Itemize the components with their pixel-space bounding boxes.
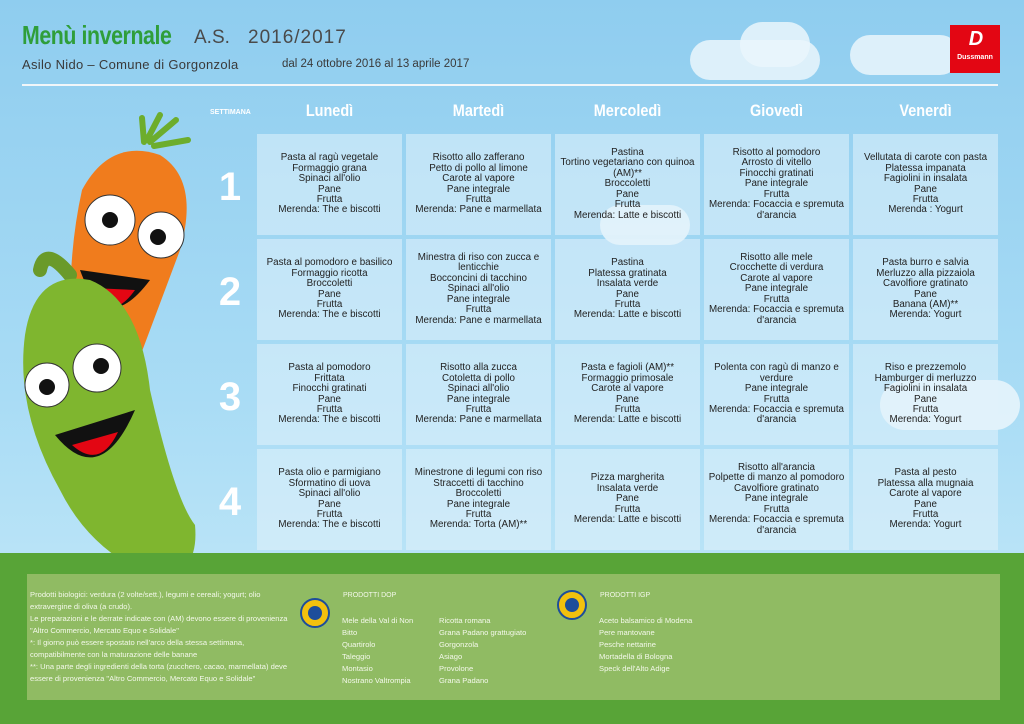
menu-cell bbox=[257, 344, 402, 445]
week-number: 3 bbox=[218, 375, 242, 419]
menu-item: Pane bbox=[914, 393, 937, 405]
menu-item: Risotto al pomodoro bbox=[732, 147, 821, 159]
menu-item: Fagiolini in insalata bbox=[883, 383, 968, 395]
footer-note: Prodotti biologici: verdura (2 volte/sett.), legumi e cereali; yogurt; olio extravergine di oliva (a crudo). bbox=[30, 590, 261, 611]
menu-item: Cavolfiore gratinato bbox=[883, 278, 968, 290]
product-item: Speck dell'Alto Adige bbox=[599, 664, 670, 673]
logo-text: Dussmann bbox=[957, 54, 993, 61]
menu-item: Formaggio primosale bbox=[581, 372, 674, 384]
menu-item: Polpette di manzo al pomodoro bbox=[708, 472, 845, 484]
menu-item: Frutta bbox=[465, 304, 492, 316]
menu-item: Pane integrale bbox=[446, 293, 511, 305]
menu-item: Frutta bbox=[614, 403, 641, 415]
menu-item: Polenta con ragù di manzo e verdure bbox=[714, 362, 839, 384]
menu-item: Straccetti di tacchino bbox=[433, 477, 524, 489]
menu-cell bbox=[853, 449, 998, 550]
menu-item: Risotto allo zafferano bbox=[432, 152, 525, 164]
product-item: Montasio bbox=[342, 664, 373, 673]
menu-item: Merenda: The e biscotti bbox=[278, 414, 381, 426]
menu-item: Pasta e fagioli (AM)** bbox=[580, 362, 675, 374]
school-year-label: A.S. bbox=[194, 27, 230, 48]
menu-item: Broccoletti bbox=[306, 278, 353, 290]
menu-item: Pane bbox=[318, 288, 341, 300]
menu-cell bbox=[406, 344, 551, 445]
zucchini-mascot bbox=[23, 259, 195, 576]
footer-note: Le preparazioni e le derrate indicate con (AM) devono essere di provenienza "Altro Commercio, Mercato Equo e Solidale" bbox=[30, 614, 288, 635]
menu-item: Frutta bbox=[912, 508, 939, 520]
menu-item: Carote al vapore bbox=[889, 488, 962, 500]
menu-item: Merenda: Latte e biscotti bbox=[573, 514, 682, 526]
menu-item: Fagiolini in insalata bbox=[883, 173, 968, 185]
menu-item: Petto di pollo al limone bbox=[429, 162, 528, 174]
product-item: Nostrano Valtrompia bbox=[342, 676, 411, 685]
menu-item: Merenda: Yogurt bbox=[889, 519, 962, 531]
menu-cell bbox=[555, 239, 700, 340]
menu-item: Frittata bbox=[314, 372, 345, 384]
dop-seal-icon bbox=[300, 598, 330, 628]
menu-item: Banana (AM)** bbox=[892, 298, 959, 310]
menu-item: Pane bbox=[318, 393, 341, 405]
menu-item: Frutta bbox=[465, 193, 492, 205]
date-range: dal 24 ottobre 2016 al 13 aprile 2017 bbox=[282, 58, 470, 70]
menu-item: Finocchi gratinati bbox=[739, 167, 814, 179]
product-item: Gorgonzola bbox=[439, 640, 479, 649]
menu-item: Cotoletta di pollo bbox=[442, 372, 515, 384]
menu-item: Frutta bbox=[465, 508, 492, 520]
product-item: Bitto bbox=[342, 628, 358, 637]
menu-cell bbox=[406, 449, 551, 550]
menu-cell bbox=[704, 239, 849, 340]
menu-item: Cavolfiore gratinato bbox=[734, 482, 819, 494]
menu-item: Spinaci all'olio bbox=[298, 488, 361, 500]
menu-item: Merenda: Pane e marmellata bbox=[415, 314, 542, 326]
day-header-mercoledi: Mercoledì bbox=[593, 101, 662, 120]
menu-item: Risotto alle mele bbox=[740, 252, 813, 264]
menu-item: Pane bbox=[616, 393, 639, 405]
menu-item: Pasta al pomodoro bbox=[288, 362, 371, 374]
menu-item: Merenda: The e biscotti bbox=[278, 309, 381, 321]
menu-item: Pasta olio e parmigiano bbox=[278, 467, 381, 479]
dussmann-logo bbox=[950, 25, 1000, 73]
menu-item: Frutta bbox=[614, 298, 641, 310]
menu-item: Pane integrale bbox=[744, 178, 809, 190]
menu-item: Spinaci all'olio bbox=[447, 283, 510, 295]
menu-item: Merenda: Focaccia e spremuta d'arancia bbox=[708, 199, 845, 221]
menu-item: Pasta al ragù vegetale bbox=[280, 152, 379, 164]
menu-item: Frutta bbox=[465, 403, 492, 415]
menu-cell bbox=[555, 344, 700, 445]
week-number: 1 bbox=[218, 165, 242, 209]
menu-cell bbox=[406, 239, 551, 340]
dop-list-2 bbox=[439, 615, 554, 687]
menu-item: Merenda: Yogurt bbox=[889, 414, 962, 426]
menu-item: Arrosto di vitello bbox=[741, 157, 812, 169]
menu-item: Pane integrale bbox=[446, 498, 511, 510]
menu-item: Merenda: The e biscotti bbox=[278, 519, 381, 531]
menu-item: Frutta bbox=[316, 298, 343, 310]
day-header-martedi: Martedì bbox=[452, 101, 505, 120]
menu-item: Pizza margherita bbox=[590, 472, 665, 484]
menu-item: Platessa gratinata bbox=[588, 267, 667, 279]
day-header-giovedi: Giovedì bbox=[749, 101, 803, 120]
day-header-lunedi: Lunedì bbox=[305, 101, 354, 120]
menu-item: Merenda: Focaccia e spremuta d'arancia bbox=[708, 403, 845, 426]
menu-item: Frutta bbox=[316, 403, 343, 415]
menu-item: Formaggio ricotta bbox=[291, 267, 368, 279]
igp-seal-icon bbox=[557, 590, 587, 620]
menu-item: Pane bbox=[914, 498, 937, 510]
menu-item: Pasta al pomodoro e basilico bbox=[266, 257, 393, 269]
menu-item: Merenda: Latte e biscotti bbox=[573, 209, 682, 221]
menu-item: Risotto alla zucca bbox=[440, 362, 517, 374]
menu-cell bbox=[555, 449, 700, 550]
week-column-label: SETTIMANA bbox=[210, 109, 251, 116]
menu-item: Pane integrale bbox=[446, 183, 511, 195]
menu-item: Merenda: Pane e marmellata bbox=[415, 204, 542, 216]
product-item: Quartirolo bbox=[342, 640, 376, 649]
menu-item: Sformatino di uova bbox=[288, 477, 371, 489]
product-item: Ricotta romana bbox=[439, 616, 491, 625]
menu-item: Frutta bbox=[912, 403, 939, 415]
menu-item: Pane bbox=[318, 183, 341, 195]
product-item: Pere mantovane bbox=[599, 628, 655, 637]
week-number: 4 bbox=[218, 480, 242, 524]
menu-item: Tortino vegetariano con quinoa (AM)** bbox=[560, 157, 695, 179]
menu-item: Pane bbox=[914, 288, 937, 300]
menu-item: Pane integrale bbox=[744, 283, 809, 295]
menu-cell bbox=[704, 134, 849, 235]
menu-item: Spinaci all'olio bbox=[447, 383, 510, 395]
menu-item: Finocchi gratinati bbox=[292, 383, 367, 395]
menu-cell bbox=[853, 344, 998, 445]
menu-cell bbox=[704, 449, 849, 550]
menu-title: Menù invernale bbox=[22, 20, 172, 50]
menu-item: Merluzzo alla pizzaiola bbox=[876, 267, 975, 279]
header bbox=[0, 0, 1024, 86]
menu-item: Merenda: Torta (AM)** bbox=[429, 519, 528, 531]
menu-item: Carote al vapore bbox=[740, 272, 813, 284]
product-item: Taleggio bbox=[342, 652, 371, 661]
menu-item: Frutta bbox=[763, 188, 790, 200]
menu-item: Frutta bbox=[614, 503, 641, 515]
menu-item: Broccoletti bbox=[455, 488, 502, 500]
menu-item: Minestrone di legumi con riso bbox=[414, 467, 543, 479]
footer-notes-box bbox=[27, 574, 1000, 700]
dop-list-1 bbox=[342, 615, 437, 687]
menu-cell bbox=[555, 134, 700, 235]
menu-item: Pane integrale bbox=[744, 493, 809, 505]
menu-item: Merenda: The e biscotti bbox=[278, 204, 381, 216]
product-item: Mele della Val di Non bbox=[342, 616, 414, 625]
menu-item: Riso e prezzemolo bbox=[884, 362, 967, 374]
menu-item: Formaggio grana bbox=[292, 162, 367, 174]
footer-note: *: Il giorno può essere spostato nell'arco della stessa settimana, compatibilmente con la maturazione delle banane bbox=[30, 638, 245, 659]
product-item: Grana Padano bbox=[439, 676, 489, 685]
igp-heading: PRODOTTI IGP bbox=[600, 592, 651, 599]
menu-item: Merenda : Yogurt bbox=[888, 204, 963, 216]
day-header-venerdi: Venerdì bbox=[899, 101, 952, 120]
menu-item: Minestra di riso con zucca e lenticchie bbox=[417, 252, 540, 274]
menu-item: Frutta bbox=[763, 393, 790, 405]
product-item: Mortadella di Bologna bbox=[599, 652, 673, 661]
menu-item: Frutta bbox=[763, 293, 790, 305]
logo-mark: D bbox=[968, 28, 982, 50]
menu-item: Pane integrale bbox=[744, 383, 809, 395]
igp-list bbox=[599, 615, 749, 675]
menu-item: Frutta bbox=[316, 508, 343, 520]
subtitle: Asilo Nido – Comune di Gorgonzola bbox=[22, 57, 239, 72]
menu-item: Insalata verde bbox=[596, 278, 659, 290]
menu-item: Hamburger di merluzzo bbox=[874, 372, 977, 384]
menu-cell bbox=[704, 344, 849, 445]
product-item: Aceto balsamico di Modena bbox=[599, 616, 693, 625]
menu-cell bbox=[257, 239, 402, 340]
menu-item: Pastina bbox=[611, 257, 644, 269]
menu-item: Carote al vapore bbox=[591, 383, 664, 395]
menu-item: Platessa alla mugnaia bbox=[877, 477, 974, 489]
menu-cell bbox=[257, 449, 402, 550]
menu-item: Bocconcini di tacchino bbox=[430, 272, 527, 284]
menu-item: Risotto all'arancia bbox=[737, 462, 816, 474]
menu-item: Pane bbox=[914, 183, 937, 195]
product-item: Asiago bbox=[439, 652, 463, 661]
menu-item: Merenda: Focaccia e spremuta d'arancia bbox=[708, 304, 845, 326]
menu-item: Vellutata di carote con pasta bbox=[863, 152, 988, 164]
menu-item: Pane integrale bbox=[446, 393, 511, 405]
product-item: Provolone bbox=[439, 664, 474, 673]
menu-cell bbox=[406, 134, 551, 235]
menu-item: Merenda: Latte e biscotti bbox=[573, 414, 682, 426]
menu-item: Broccoletti bbox=[604, 178, 651, 190]
menu-item: Insalata verde bbox=[596, 482, 659, 494]
week-number: 2 bbox=[218, 270, 242, 314]
menu-item: Merenda: Pane e marmellata bbox=[415, 414, 542, 426]
menu-item: Pasta burro e salvia bbox=[882, 257, 969, 269]
menu-item: Frutta bbox=[912, 193, 939, 205]
menu-item: Pane bbox=[318, 498, 341, 510]
product-item: Grana Padano grattugiato bbox=[439, 628, 527, 637]
menu-cell bbox=[853, 239, 998, 340]
menu-item: Pane bbox=[616, 188, 639, 200]
menu-item: Pastina bbox=[611, 147, 644, 159]
menu-item: Merenda: Yogurt bbox=[889, 309, 962, 321]
menu-item: Merenda: Focaccia e spremuta d'arancia bbox=[708, 514, 845, 536]
school-year: 2016/2017 bbox=[248, 27, 347, 48]
menu-item: Pasta al pesto bbox=[894, 467, 957, 479]
menu-item: Pane bbox=[616, 493, 639, 505]
menu-cell bbox=[853, 134, 998, 235]
menu-item: Platessa impanata bbox=[885, 162, 966, 174]
menu-item: Frutta bbox=[763, 503, 790, 515]
menu-item: Merenda: Latte e biscotti bbox=[573, 309, 682, 321]
menu-item: Frutta bbox=[316, 193, 343, 205]
menu-item: Carote al vapore bbox=[442, 173, 515, 185]
menu-item: Crocchette di verdura bbox=[729, 262, 824, 274]
menu-cell bbox=[257, 134, 402, 235]
footer-note: **: Una parte degli ingredienti della torta (zucchero, cacao, marmellata) deve essere di provenienza "Altro Commercio, Mercato Equo e Solidale" bbox=[30, 662, 288, 683]
product-item: Pesche nettarine bbox=[599, 640, 656, 649]
menu-item: Frutta bbox=[614, 199, 641, 211]
menu-item: Pane bbox=[616, 288, 639, 300]
menu-item: Spinaci all'olio bbox=[298, 173, 361, 185]
header-divider bbox=[22, 84, 998, 86]
dop-heading: PRODOTTI DOP bbox=[343, 592, 397, 599]
